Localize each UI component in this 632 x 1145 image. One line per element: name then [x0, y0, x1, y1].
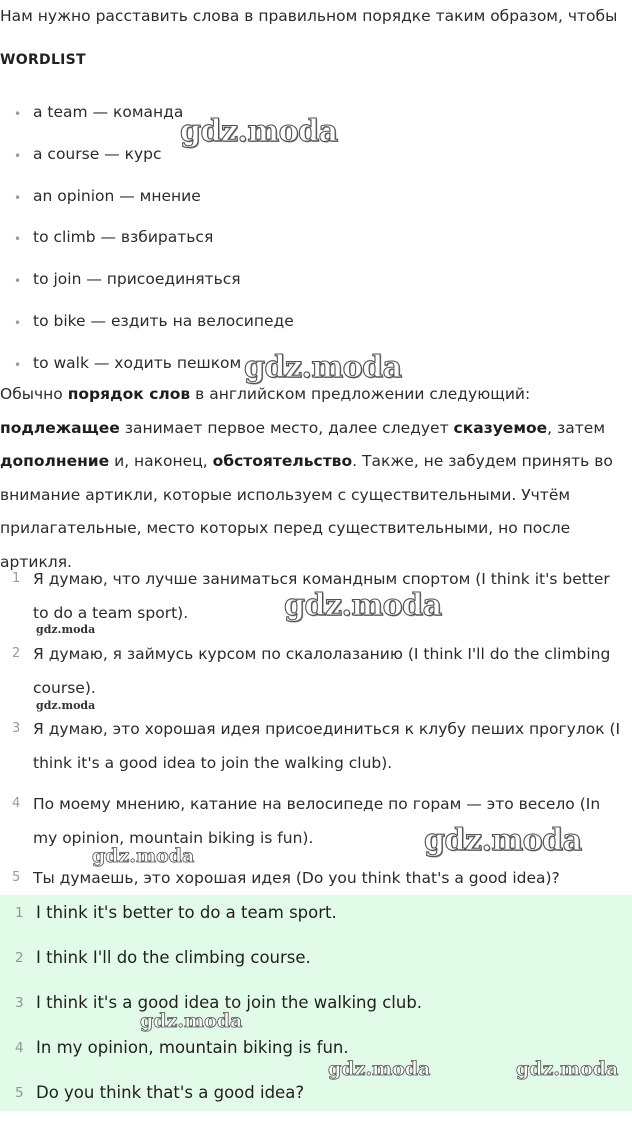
translation-item: [0, 712, 632, 787]
translation-item: [0, 787, 632, 861]
intro-text: Нам нужно расставить слова в правильном порядке таким образом, чтобы: [0, 7, 618, 25]
answer-text: I think it's better to do a team sport.: [36, 903, 337, 922]
explanation-text: . Также, не забудем принять во внимание артикли, которые используем с существительными. Учтём прилагательные, место которых перед существительными, но после артикля.: [0, 452, 613, 571]
explanation-text: , затем: [547, 418, 606, 437]
answer-list: [0, 895, 632, 1122]
wordlist-item: [0, 227, 632, 269]
wordlist-item-text: to join — присоединяться: [33, 270, 241, 289]
watermark: gdz.moda: [92, 845, 195, 867]
answer-box: [0, 895, 632, 1111]
explanation-bold: сказуемое: [453, 418, 548, 437]
bullet-icon: •: [14, 357, 22, 372]
item-number: 3: [15, 995, 24, 1011]
translation-text: Я думаю, я займусь курсом по скалолазанию (I think I'll do the climbing course).: [33, 645, 611, 697]
watermark: gdz.moda: [140, 1010, 243, 1032]
wordlist-item: [0, 102, 632, 144]
translation-text: Ты думаешь, это хорошая идея (Do you think that's a good idea)?: [33, 869, 560, 887]
explanation-text: занимает первое место, далее следует: [119, 418, 454, 437]
translation-text: По моему мнению, катание на велосипеде по горам — это весело (In my opinion, mountain biking is fun).: [33, 795, 601, 847]
answer-text: Do you think that's a good idea?: [36, 1083, 305, 1102]
bullet-icon: •: [14, 274, 22, 289]
translation-item: [0, 861, 632, 895]
translation-item: [0, 562, 632, 637]
watermark: gdz.moda: [516, 1058, 619, 1080]
wordlist-item: [0, 144, 632, 186]
wordlist-item: [0, 269, 632, 311]
explanation-text: в английском предложении следующий:: [190, 385, 531, 403]
translation-text: Я думаю, это хорошая идея присоединиться к клубу пеших прогулок (I think it's a good idea to join the walking club).: [33, 720, 621, 772]
translation-list: [0, 562, 632, 895]
item-number: 5: [12, 870, 21, 885]
answer-text: In my opinion, mountain biking is fun.: [36, 1038, 349, 1057]
explanation-bold: подлежащее: [0, 418, 120, 437]
wordlist-item-text: to climb — взбираться: [33, 228, 214, 247]
item-number: 1: [12, 571, 21, 586]
answer-text: I think I'll do the climbing course.: [36, 948, 311, 967]
bullet-icon: •: [14, 232, 22, 247]
bullet-icon: •: [14, 315, 22, 330]
item-number: 1: [15, 905, 24, 921]
explanation-bold: обстоятельство: [212, 452, 353, 470]
watermark: gdz.moda: [328, 1058, 431, 1080]
bullet-icon: •: [14, 190, 22, 205]
translation-text: Я думаю, что лучше заниматься командным спортом (I think it's better to do a team sport).: [33, 570, 610, 622]
wordlist-item-text: to walk — ходить пешком: [33, 353, 242, 372]
wordlist-item: [0, 311, 632, 353]
explanation-text: и, наконец,: [109, 452, 213, 470]
explanation-text: Обычно: [0, 385, 68, 403]
wordlist-item-text: a team — команда: [33, 103, 184, 121]
watermark: gdz.moda: [424, 823, 582, 858]
watermark: gdz.moda: [36, 623, 96, 636]
answer-item: [0, 987, 632, 1032]
bullet-icon: •: [14, 148, 22, 163]
explanation-bold: дополнение: [0, 452, 110, 470]
watermark: gdz.moda: [244, 350, 402, 385]
translation-item: [0, 637, 632, 712]
bullet-icon: •: [14, 107, 22, 121]
answer-item: [0, 1077, 632, 1122]
item-number: 2: [12, 646, 21, 661]
item-number: 4: [15, 1040, 24, 1056]
item-number: 4: [12, 796, 21, 811]
item-number: 5: [15, 1085, 24, 1101]
item-number: 3: [12, 721, 21, 736]
watermark: gdz.moda: [180, 114, 338, 149]
wordlist-item-text: an opinion — мнение: [33, 186, 201, 205]
watermark: gdz.moda: [284, 588, 442, 623]
watermark: gdz.moda: [36, 699, 96, 712]
answer-item: [0, 1032, 632, 1077]
wordlist-item-text: to bike — ездить на велосипеде: [33, 311, 294, 330]
wordlist: [0, 102, 632, 395]
answer-item: [0, 942, 632, 987]
explanation-paragraph: [0, 378, 630, 579]
answer-item: [0, 897, 632, 942]
answer-text: I think it's a good idea to join the walking club.: [36, 993, 423, 1012]
wordlist-item: [0, 186, 632, 228]
item-number: 2: [15, 950, 24, 966]
wordlist-heading: WORDLIST: [0, 52, 86, 68]
explanation-bold: порядок слов: [67, 385, 191, 403]
wordlist-item-text: a course — курс: [33, 144, 162, 163]
